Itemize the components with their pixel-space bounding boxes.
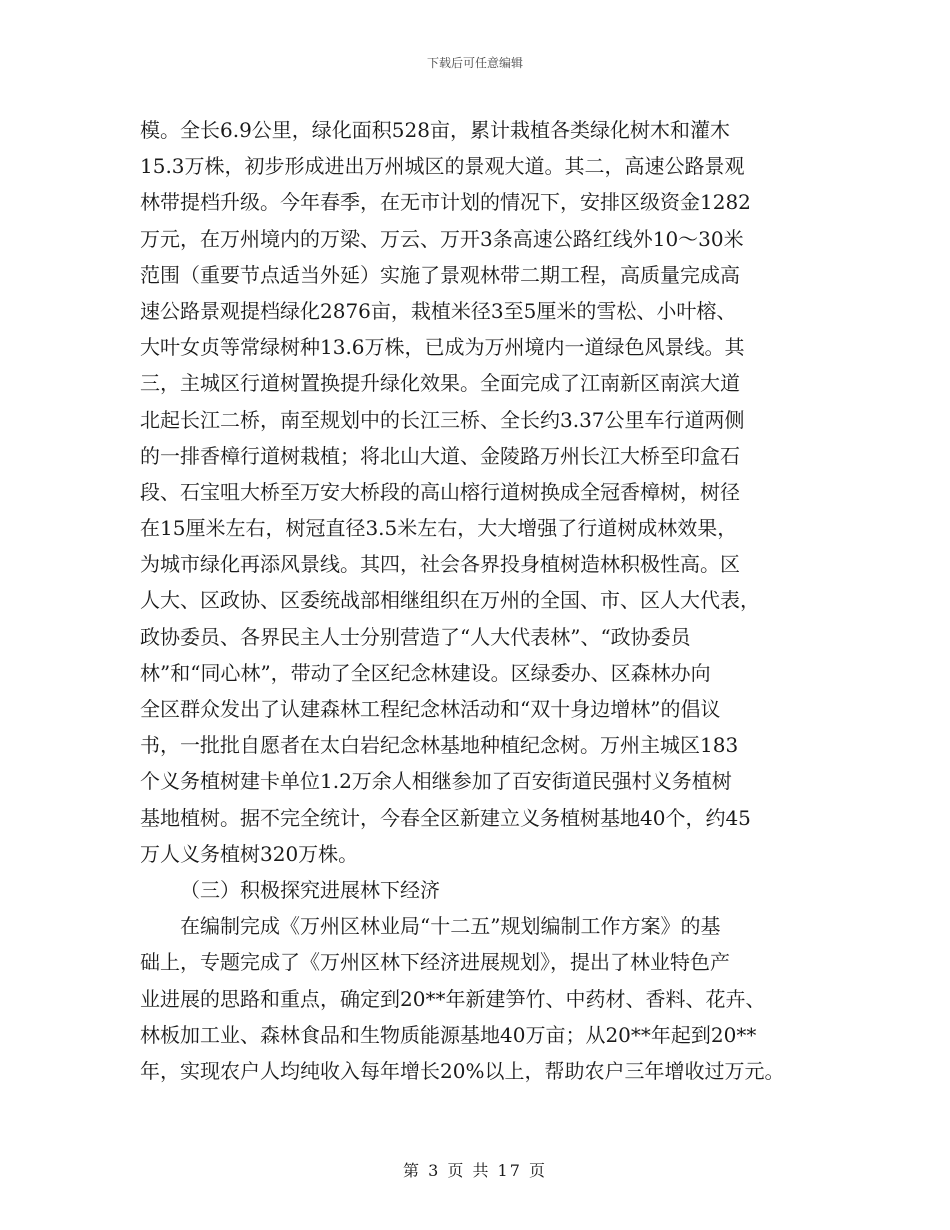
body-line: 基地植树。据不完全统计，今春全区新建立义务植树基地40个，约45: [140, 805, 751, 830]
body-line: 范围（重要节点适当外延）实施了景观林带二期工程，高质量完成高: [140, 262, 740, 287]
body-line: 为城市绿化再添风景线。其四，社会各界投身植树造林积极性高。区: [140, 552, 740, 577]
body-line: 万人义务植树320万株。: [140, 841, 359, 866]
document-body: [140, 112, 830, 1089]
section-line: 业进展的思路和重点，确定到20**年新建笋竹、中药材、香料、花卉、: [140, 986, 766, 1011]
body-line: 北起长江二桥，南至规划中的长江三桥、全长约3.37公里车行道两侧: [140, 407, 745, 432]
section-line: 年，实现农户人均纯收入每年增长20%以上，帮助农户三年增收过万元。: [140, 1058, 785, 1083]
body-line: 速公路景观提档绿化2876亩，栽植米径3至5厘米的雪松、小叶榕、: [140, 298, 737, 323]
page-header: 下载后可任意编辑: [426, 56, 523, 70]
section-line: 在编制完成《万州区林业局“十二五”规划编制工作方案》的基: [180, 914, 721, 939]
section-line: 林板加工业、森林食品和生物质能源基地40万亩；从20**年起到20**: [140, 1022, 757, 1047]
body-line: 林带提档升级。今年春季，在无市计划的情况下，安排区级资金1282: [140, 190, 751, 215]
body-line: 万元，在万州境内的万梁、万云、万开3条高速公路红线外10～30米: [140, 226, 744, 251]
body-line: 的一排香樟行道树栽植；将北山大道、金陵路万州长江大桥至印盒石: [140, 443, 740, 468]
body-line: 林”和“同心林”，带动了全区纪念林建设。区绿委办、区森林办向: [140, 660, 711, 685]
body-line: 人大、区政协、区委统战部相继组织在万州的全国、市、区人大代表，: [140, 588, 760, 613]
body-line: 个义务植树建卡单位1.2万余人相继参加了百安街道民强村义务植树: [140, 769, 732, 794]
body-line: 大叶女贞等常绿树种13.6万株，已成为万州境内一道绿色风景线。其: [140, 335, 745, 360]
body-line: 模。全长6.9公里，绿化面积528亩，累计栽植各类绿化树木和灌木: [140, 118, 730, 142]
body-line: 全区群众发出了认建森林工程纪念林活动和“双十身边增林”的倡议: [140, 697, 721, 721]
body-line: 段、石宝咀大桥至万安大桥段的高山榕行道树换成全冠香樟树，树径: [140, 479, 740, 504]
body-line: 三，主城区行道树置换提升绿化效果。全面完成了江南新区南滨大道: [140, 371, 740, 396]
section-heading: （三）积极探究进展林下经济: [180, 877, 440, 902]
body-line: 书，一批批自愿者在太白岩纪念林基地种植纪念树。万州主城区183: [140, 733, 739, 758]
body-line: 在15厘米左右，树冠直径3.5米左右，大大增强了行道树成林效果，: [140, 516, 738, 541]
page-footer: 第 3 页 共 17 页: [403, 1161, 547, 1180]
section-line: 础上，专题完成了《万州区林下经济进展规划》，提出了林业特色产: [140, 950, 730, 975]
body-line: 15.3万株，初步形成进出万州城区的景观大道。其二，高速公路景观: [140, 154, 745, 179]
body-line: 政协委员、各界民主人士分别营造了“人大代表林”、“政协委员: [140, 624, 691, 649]
